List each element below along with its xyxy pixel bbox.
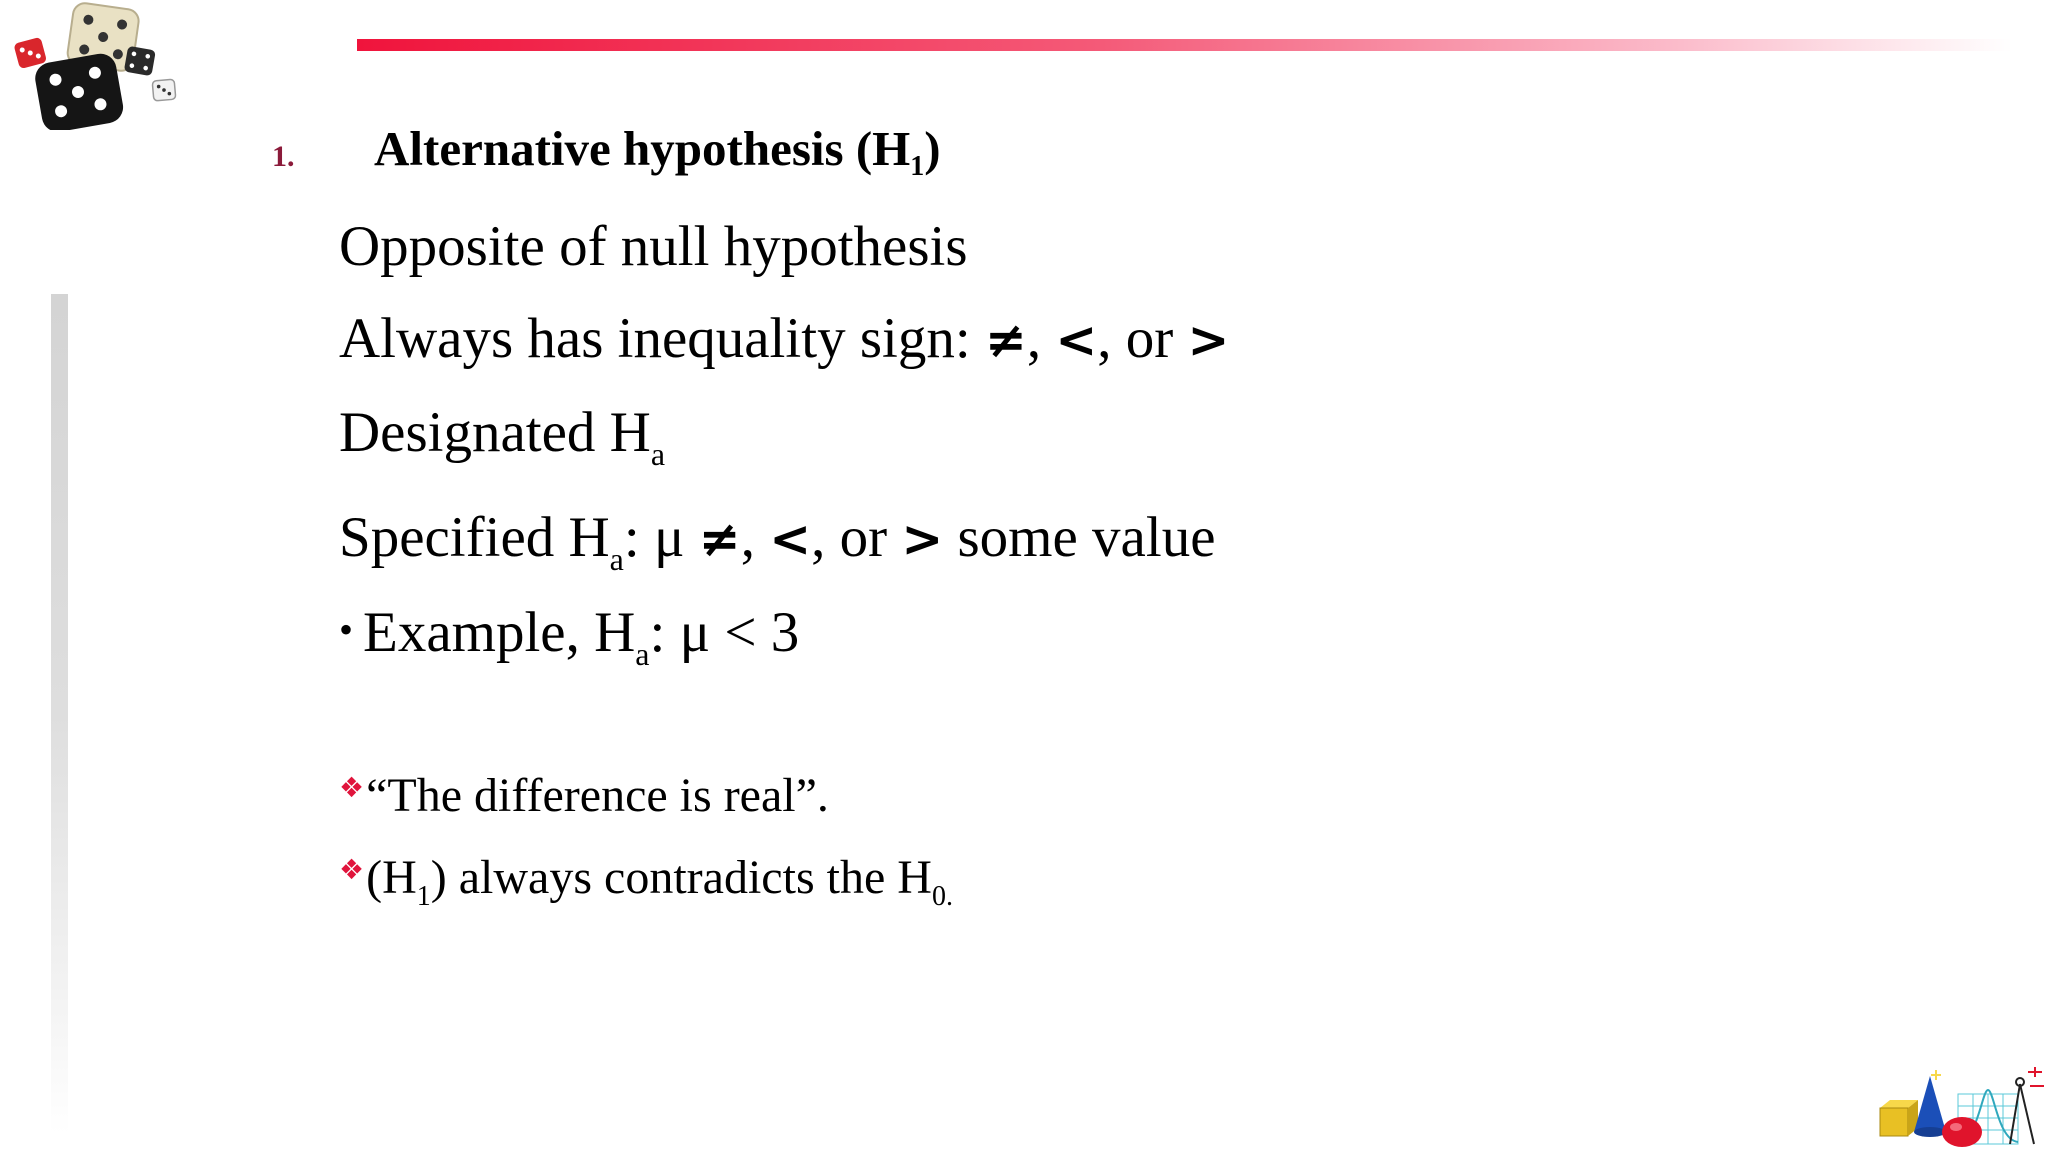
greater-than-symbol: > [1187, 311, 1230, 369]
note-real-text: “The difference is real”. [366, 769, 829, 822]
example-subscript: a [635, 636, 650, 672]
title-accent-bar [357, 39, 2012, 51]
line-opposite-text: Opposite of null hypothesis [339, 215, 968, 278]
specified-comma: , [740, 506, 770, 569]
not-equal-symbol: ≠ [984, 311, 1027, 369]
example-suffix: : μ < 3 [649, 601, 800, 664]
diamond-bullet-icon: ❖ [339, 853, 365, 886]
heading-title-subscript: 1 [910, 151, 925, 182]
inequality-prefix: Always has inequality sign: [339, 307, 985, 370]
bullet-dot: • [339, 607, 354, 652]
specified-prefix: Specified H [339, 506, 610, 569]
specified-less-than-symbol: < [769, 510, 812, 568]
heading-title [374, 120, 941, 182]
contradicts-subscript-1: 1 [416, 881, 431, 912]
note-contradicts [339, 850, 953, 912]
line-example [339, 601, 800, 672]
example-prefix: Example, H [363, 601, 636, 664]
less-than-symbol: < [1055, 311, 1098, 369]
heading-title-text: Alternative hypothesis (H [374, 121, 911, 176]
line-specified [339, 506, 1216, 577]
designated-subscript: a [650, 436, 666, 472]
specified-suffix: some value [943, 506, 1216, 569]
specified-greater-than-symbol: > [901, 510, 944, 568]
dice-logo-icon [8, 0, 178, 130]
line-inequality [339, 308, 1229, 371]
specified-or: , or [811, 506, 902, 569]
inequality-or: , or [1097, 307, 1188, 370]
heading-number: 1. [272, 140, 295, 173]
designated-prefix: Designated H [339, 401, 651, 464]
line-designated [339, 401, 666, 472]
side-accent-bar [51, 294, 68, 1134]
line-opposite [339, 216, 968, 279]
inequality-comma: , [1026, 307, 1056, 370]
specified-not-equal-symbol: ≠ [698, 510, 741, 568]
diamond-bullet-icon: ❖ [339, 771, 365, 804]
contradicts-middle: ) always contradicts the H [430, 851, 932, 904]
contradicts-prefix: (H [366, 851, 417, 904]
heading-title-end: ) [924, 121, 941, 176]
contradicts-subscript-0: 0. [931, 881, 953, 912]
specified-mu: : μ [623, 506, 699, 569]
note-real [339, 768, 829, 823]
specified-subscript: a [609, 541, 624, 577]
math-shapes-icon [1874, 1064, 2048, 1152]
